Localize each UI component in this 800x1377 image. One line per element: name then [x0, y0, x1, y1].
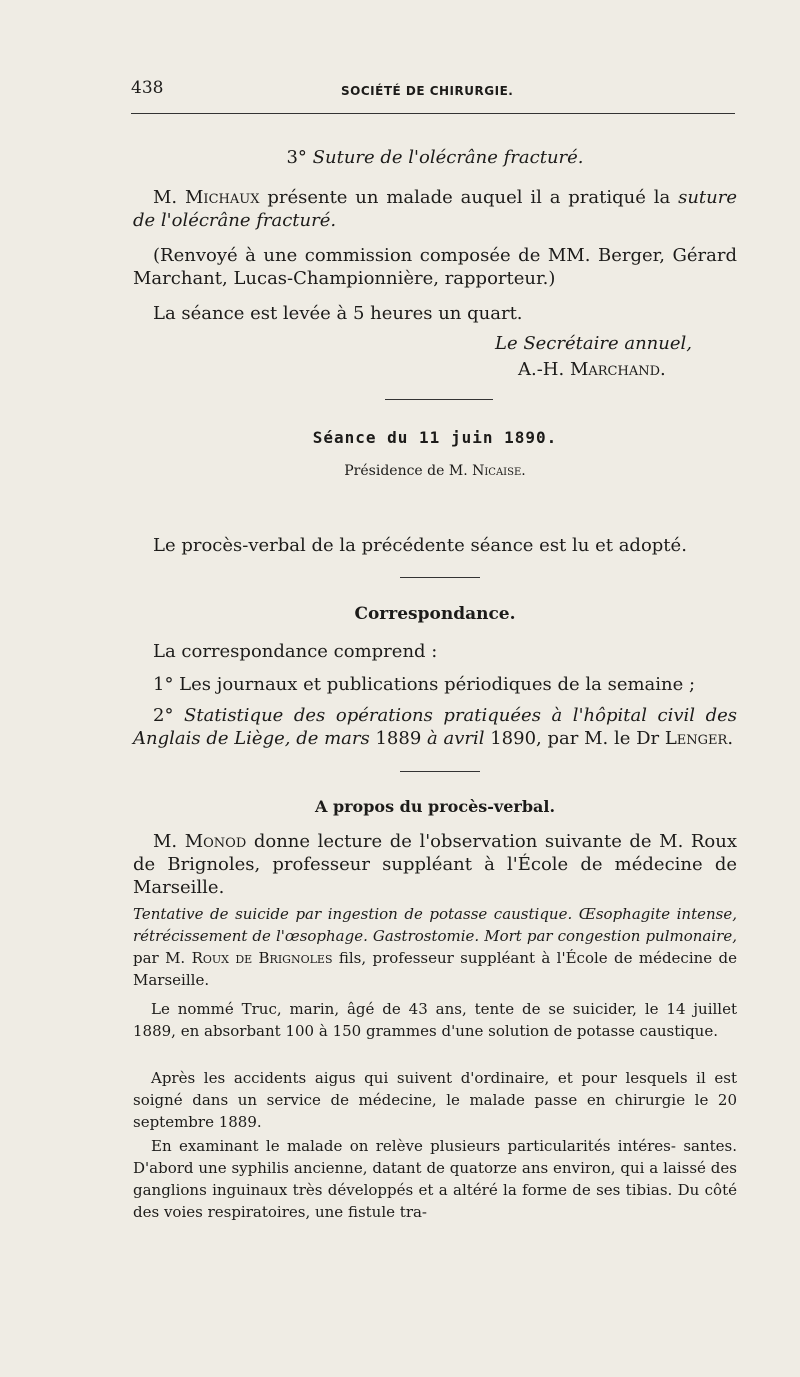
correspondance-item-1: 1° Les journaux et publications périodiques de la semaine ; — [153, 674, 696, 695]
signature-name: A.-H. Marchand. — [518, 359, 666, 380]
paragraph-levee: La séance est levée à 5 heures un quart. — [153, 303, 523, 324]
case-paragraph-2: Après les accidents aigus qui suivent d'ordinaire, et pour lesquels il est soigné dans un service de médecine, le malade passe en chirurgie le 20 septembre 1889. — [133, 1069, 737, 1131]
correspondance-heading: Correspondance. — [354, 604, 516, 624]
signature-role: Le Secrétaire annuel, — [495, 333, 692, 354]
proces-verbal-adopted: Le procès-verbal de la précédente séance est lu et adopté. — [153, 535, 687, 556]
presidence: Présidence de M. Nicaise. — [344, 463, 526, 479]
section-divider — [400, 771, 480, 772]
page-number: 438 — [131, 78, 164, 98]
case-title: Tentative de suicide par ingestion de potasse caustique. Œsophagite intense, rétrécissement de l'œsophage. Gastrostomie. Mort par congestion pulmonaire, par M. Roux de Brignoles fils, professeur suppléant à l'École de médecine de Marseille. — [133, 905, 737, 989]
proces-verbal-heading: A propos du procès-verbal. — [314, 797, 556, 816]
paragraph-monod: M. Monod donne lecture de l'observation suivante de M. Roux de Brignoles, professeur suppléant à l'École de médecine de Marseille. — [133, 831, 737, 898]
paragraph-renvoye: (Renvoyé à une commission composée de MM. Berger, Gérard Marchant, Lucas-Championnière, rapporteur.) — [133, 245, 737, 289]
paragraph-michaux: M. Michaux présente un malade auquel il a pratiqué la suture de l'olécrâne fracturé. — [133, 187, 738, 231]
seance-title: Séance du 11 juin 1890. — [312, 428, 558, 447]
section-divider — [400, 577, 480, 578]
case-paragraph-3: En examinant le malade on relève plusieurs particularités intéres- santes. D'abord une syphilis ancienne, datant de quatorze ans environ, qui a laissé des ganglions inguinaux très développés et a altéré la forme de ses tibias. Du côté des voies respiratoires, une fistule tra- — [133, 1137, 737, 1221]
section-divider — [385, 399, 493, 400]
header-rule — [131, 113, 735, 114]
section-title: 3° Suture de l'olécrâne fracturé. — [286, 147, 584, 168]
correspondance-intro: La correspondance comprend : — [153, 641, 438, 662]
case-paragraph-1: Le nommé Truc, marin, âgé de 43 ans, tente de se suicider, le 14 juillet 1889, en absorbant 100 à 150 grammes d'une solution de potasse caustique. — [133, 1000, 737, 1040]
running-title: SOCIÉTÉ DE CHIRURGIE. — [341, 84, 514, 98]
correspondance-item-2: 2° Statistique des opérations pratiquées à l'hôpital civil des Anglais de Liège, de mars 1889 à avril 1890, par M. le Dr Lenger. — [133, 705, 738, 749]
